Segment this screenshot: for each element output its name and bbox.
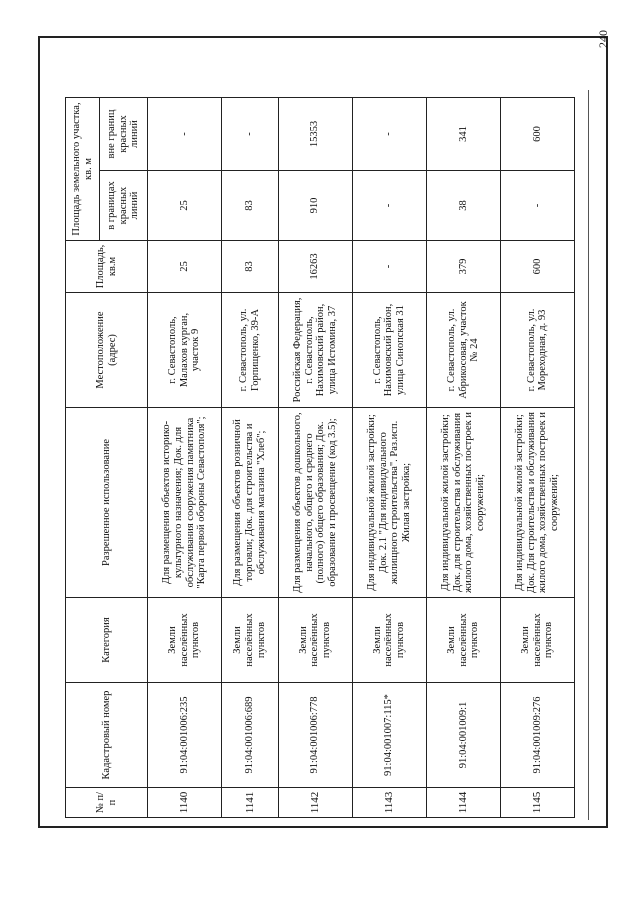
cell-outside: - xyxy=(148,97,222,170)
cell-cadastral: 91:04:001009:1 xyxy=(426,683,500,788)
cell-inside: 38 xyxy=(426,171,500,241)
cell-cadastral: 91:04:001007:115* xyxy=(352,683,426,788)
cell-location: г. Севастополь, Малахов курган, участок 9 xyxy=(148,293,222,408)
cell-location: г. Севастополь, ул. Мореходная, д. 93 xyxy=(500,293,574,408)
cell-category: Земли населённых пунктов xyxy=(278,598,352,683)
cell-cadastral: 91:04:001009:276 xyxy=(500,683,574,788)
cell-cadastral: 91:04:001006:778 xyxy=(278,683,352,788)
cell-area: - xyxy=(352,241,426,293)
header-inside: в границах красных линий xyxy=(100,171,148,241)
cell-cadastral: 91:04:001006:235 xyxy=(148,683,222,788)
table-row xyxy=(426,97,500,817)
cell-location: Российская Федерация, г. Севастополь, Нахимовский район, улица Истомина, 37 xyxy=(278,293,352,408)
cell-category: Земли населённых пунктов xyxy=(352,598,426,683)
cell-outside: - xyxy=(352,97,426,170)
table-row xyxy=(352,97,426,817)
cell-area: 16263 xyxy=(278,241,352,293)
cell-usage: Для размещения объектов розничной торговли; Док. для строительства и обслуживания магазина "Хлеб"; xyxy=(222,408,279,598)
table-row xyxy=(148,97,222,817)
header-location: Местоположение (адрес) xyxy=(66,293,148,408)
cell-inside: - xyxy=(500,171,574,241)
cell-usage: Для индивидуальной жилой застройки; Док. 2.1 "Для индивидуального жилищного строительства". Раз.исп. Жилая застройка; xyxy=(352,408,426,598)
cell-cadastral: 91:04:001006:689 xyxy=(222,683,279,788)
page-rule xyxy=(588,90,589,820)
land-plots-table xyxy=(65,97,575,818)
header-area: Площадь, кв.м xyxy=(66,241,148,293)
cell-category: Земли населённых пунктов xyxy=(500,598,574,683)
cell-outside: 341 xyxy=(426,97,500,170)
header-plot-area: Площадь земельного участка, кв. м xyxy=(66,97,100,240)
header-category: Категория xyxy=(66,598,148,683)
header-cadastral: Кадастровый номер xyxy=(66,683,148,788)
cell-num: 1142 xyxy=(278,788,352,818)
header-usage: Разрешенное использование xyxy=(66,408,148,598)
cell-usage: Для размещения объектов дошкольного, начального, общего и среднего (полного) общего образования; Док. образование и просвещение (код 3.5); xyxy=(278,408,352,598)
cell-area: 25 xyxy=(148,241,222,293)
cell-outside: - xyxy=(222,97,279,170)
cell-category: Земли населённых пунктов xyxy=(222,598,279,683)
cell-area: 83 xyxy=(222,241,279,293)
table-row xyxy=(278,97,352,817)
cell-location: г. Севастополь, ул. Горпищенко, 39-А xyxy=(222,293,279,408)
header-outside: вне границ красных линий xyxy=(100,97,148,170)
cell-location: г. Севастополь, ул. Абрикосовая, участок № 24 xyxy=(426,293,500,408)
cell-usage: Для индивидуальной жилой застройки; Док. Для строительства и обслуживания жилого дома, хозяйственных построек и сооружений; xyxy=(500,408,574,598)
header-num: № п/п xyxy=(66,788,148,818)
cell-outside: 15353 xyxy=(278,97,352,170)
cell-num: 1141 xyxy=(222,788,279,818)
cell-location: г. Севастополь, Нахимовский район, улица Синопская 31 xyxy=(352,293,426,408)
table-row xyxy=(500,97,574,817)
table-row xyxy=(222,97,279,817)
cell-inside: 25 xyxy=(148,171,222,241)
cell-num: 1143 xyxy=(352,788,426,818)
page-number: 240 xyxy=(596,30,610,48)
cell-usage: Для размещения объектов историко-культурного назначения; Док. для обслуживания сооружения памятника "Карта первой обороны Севастополя"; xyxy=(148,408,222,598)
cell-inside: - xyxy=(352,171,426,241)
cell-inside: 83 xyxy=(222,171,279,241)
cell-num: 1145 xyxy=(500,788,574,818)
cell-num: 1144 xyxy=(426,788,500,818)
cell-num: 1140 xyxy=(148,788,222,818)
cell-outside: 600 xyxy=(500,97,574,170)
rotated-table-wrapper xyxy=(65,98,575,818)
cell-area: 379 xyxy=(426,241,500,293)
cell-category: Земли населённых пунктов xyxy=(148,598,222,683)
cell-usage: Для индивидуальной жилой застройки; Док. для строительства и обслуживания жилого дома, хозяйственных построек и сооружений; xyxy=(426,408,500,598)
cell-inside: 910 xyxy=(278,171,352,241)
cell-category: Земли населённых пунктов xyxy=(426,598,500,683)
cell-area: 600 xyxy=(500,241,574,293)
